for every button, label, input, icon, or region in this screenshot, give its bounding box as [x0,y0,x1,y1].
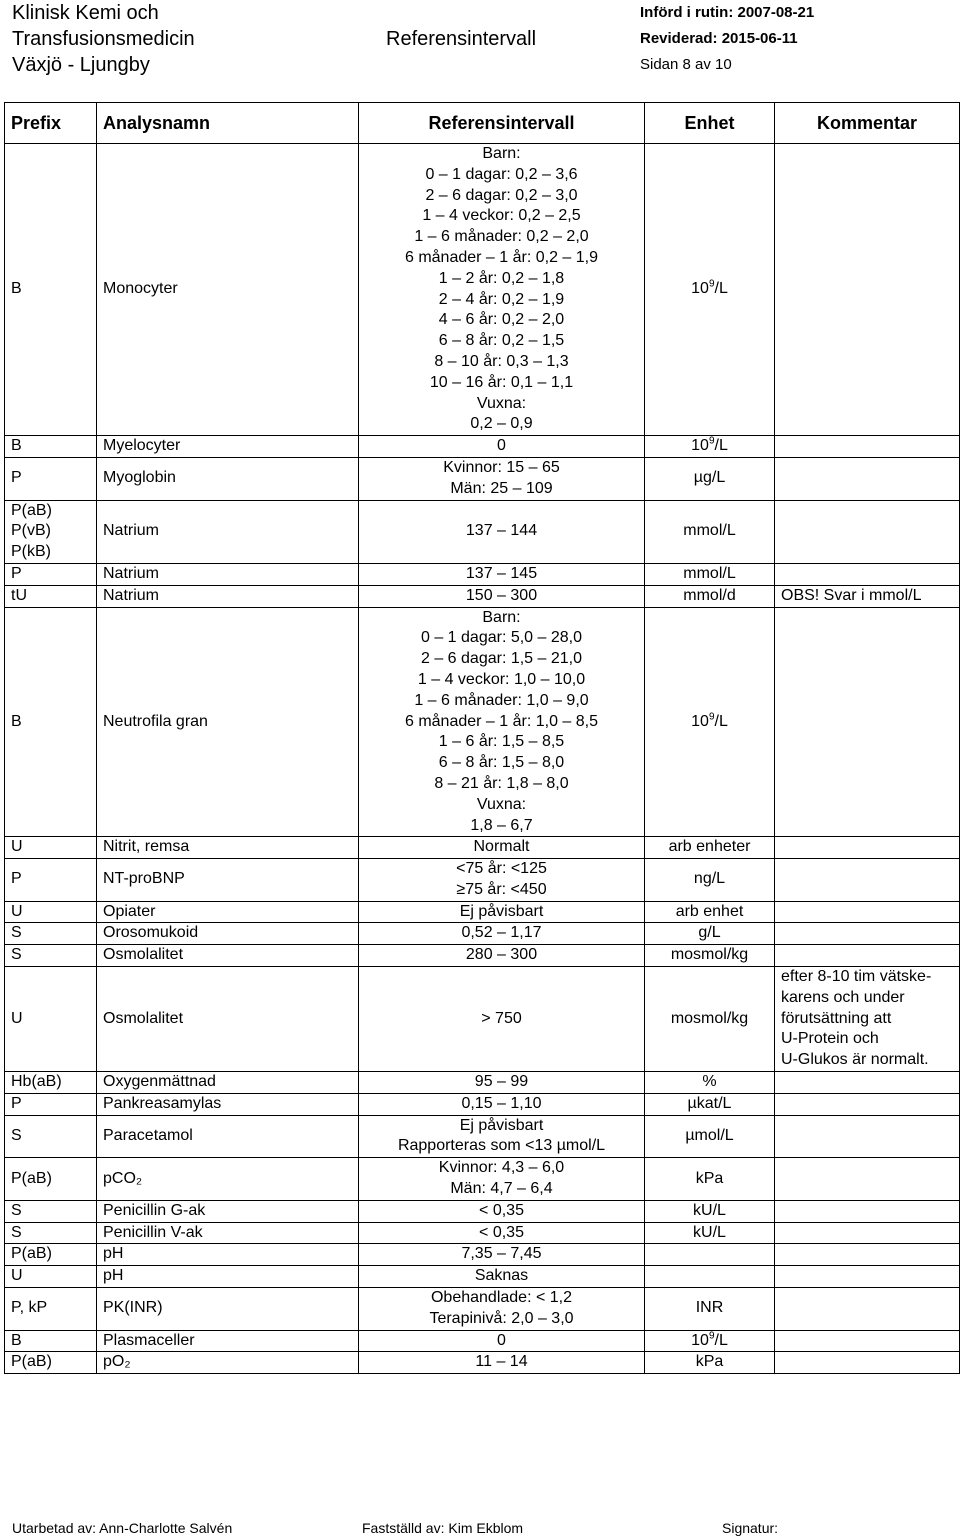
unit-suffix: /L [714,280,728,298]
cell-comment [775,1330,960,1352]
cell-analysis-name: Neutrofila gran [97,607,359,837]
cell-prefix: S [5,945,97,967]
unit-value: µg/L [693,469,726,487]
cell-prefix: P(aB) [5,1244,97,1266]
cell-prefix: B [5,436,97,458]
cell-comment [775,1266,960,1288]
cell-analysis-name: pCO₂ [97,1158,359,1201]
unit-value: 10 [691,280,709,298]
unit-value: kU/L [693,1223,726,1241]
unit-suffix: /L [714,712,728,730]
introduced-date: Införd i rutin: 2007-08-21 [640,4,815,21]
cell-unit [645,1330,775,1352]
table-row [5,967,960,1072]
cell-prefix: S [5,1222,97,1244]
unit-value: INR [695,1299,724,1317]
cell-reference-interval: Kvinnor: 15 – 65 Män: 25 – 109 [359,457,645,500]
cell-prefix: S [5,1115,97,1158]
cell-reference-interval: Barn: 0 – 1 dagar: 5,0 – 28,0 2 – 6 dagar: 1,5 – 21,0 1 – 4 veckor: 1,0 – 10,0 1 – 6 månader: 1,0 – 9,0 6 månader – 1 år: 1,0 – 8,5 1 – 6 år: 1,5 – 8,5 6 – 8 år: 1,5 – 8,0 8 – 21 år: 1,8 – 8,0 Vuxna: 1,8 – 6,7 [359,607,645,837]
cell-unit [645,500,775,563]
cell-analysis-name: Monocyter [97,144,359,436]
table-row [5,144,960,436]
cell-analysis-name: Natrium [97,585,359,607]
cell-comment [775,436,960,458]
cell-unit [645,1115,775,1158]
cell-comment [775,859,960,902]
cell-prefix: P [5,563,97,585]
cell-reference-interval: Ej påvisbart [359,901,645,923]
cell-prefix: U [5,1266,97,1288]
cell-prefix: U [5,901,97,923]
cell-prefix: P(aB) P(vB) P(kB) [5,500,97,563]
table-row [5,837,960,859]
unit-suffix: /L [714,437,728,455]
org-line-1: Klinisk Kemi och [12,2,159,24]
cell-reference-interval: Obehandlade: < 1,2 Terapinivå: 2,0 – 3,0 [359,1288,645,1331]
cell-unit [645,1244,775,1266]
prepared-by: Utarbetad av: Ann-Charlotte Salvén [12,1520,233,1536]
table-row [5,500,960,563]
cell-analysis-name: Natrium [97,563,359,585]
page-number: Sidan 8 av 10 [640,56,732,73]
cell-unit [645,967,775,1072]
table-row [5,1288,960,1331]
cell-comment [775,563,960,585]
table-row [5,901,960,923]
cell-reference-interval: 0 [359,1330,645,1352]
column-header-unit: Enhet [645,103,775,144]
cell-comment [775,1093,960,1115]
unit-value: 10 [691,437,709,455]
cell-prefix: S [5,1200,97,1222]
cell-comment [775,457,960,500]
unit-exponent: 9 [708,1330,715,1342]
cell-analysis-name: Penicillin G-ak [97,1200,359,1222]
cell-comment [775,1115,960,1158]
cell-prefix: P(aB) [5,1158,97,1201]
cell-comment [775,923,960,945]
cell-analysis-name: NT-proBNP [97,859,359,902]
cell-analysis-name: pO₂ [97,1352,359,1374]
unit-value: kPa [695,1353,724,1371]
cell-reference-interval: <75 år: <125 ≥75 år: <450 [359,859,645,902]
cell-reference-interval: 280 – 300 [359,945,645,967]
unit-value: mosmol/kg [670,946,749,964]
table-row [5,436,960,458]
unit-exponent: 9 [708,435,715,447]
cell-prefix: U [5,967,97,1072]
cell-prefix: U [5,837,97,859]
cell-unit [645,1200,775,1222]
table-row [5,923,960,945]
signature-label: Signatur: [722,1520,779,1536]
cell-unit [645,585,775,607]
document-title: Referensintervall [386,28,537,50]
cell-prefix: P [5,859,97,902]
cell-unit [645,436,775,458]
cell-reference-interval: 0 [359,436,645,458]
cell-reference-interval: < 0,35 [359,1222,645,1244]
unit-value: mmol/L [683,564,736,582]
cell-analysis-name: Natrium [97,500,359,563]
table-row [5,1352,960,1374]
cell-prefix: S [5,923,97,945]
cell-comment [775,144,960,436]
unit-value: kU/L [693,1201,726,1219]
column-header-comment: Kommentar [775,103,960,144]
table-row [5,1200,960,1222]
cell-analysis-name: pH [97,1244,359,1266]
page-header [0,0,960,80]
cell-analysis-name: Orosomukoid [97,923,359,945]
cell-comment [775,500,960,563]
unit-value: mmol/d [683,586,736,604]
cell-analysis-name: Pankreasamylas [97,1093,359,1115]
unit-value: arb enheter [668,838,751,856]
cell-reference-interval: 7,35 – 7,45 [359,1244,645,1266]
cell-unit [645,1158,775,1201]
cell-prefix: Hb(aB) [5,1072,97,1094]
cell-comment [775,1244,960,1266]
cell-reference-interval: 95 – 99 [359,1072,645,1094]
table-row [5,607,960,837]
cell-reference-interval: Kvinnor: 4,3 – 6,0 Män: 4,7 – 6,4 [359,1158,645,1201]
unit-value: µmol/L [685,1127,734,1145]
table-row [5,1158,960,1201]
unit-value: 10 [691,1331,709,1349]
cell-analysis-name: Myelocyter [97,436,359,458]
table-row [5,1244,960,1266]
unit-suffix: /L [714,1331,728,1349]
table-row [5,1115,960,1158]
unit-value: kPa [695,1169,724,1187]
cell-analysis-name: Penicillin V-ak [97,1222,359,1244]
cell-unit [645,1288,775,1331]
cell-unit [645,859,775,902]
cell-unit [645,1093,775,1115]
cell-unit [645,1266,775,1288]
cell-unit [645,563,775,585]
table-row [5,563,960,585]
table-row [5,1093,960,1115]
cell-unit [645,923,775,945]
table-row [5,1072,960,1094]
cell-reference-interval: 0,52 – 1,17 [359,923,645,945]
unit-exponent: 9 [708,711,715,723]
cell-analysis-name: Nitrit, remsa [97,837,359,859]
reference-table [4,102,960,1374]
cell-analysis-name: Myoglobin [97,457,359,500]
revised-date: Reviderad: 2015-06-11 [640,30,798,47]
cell-reference-interval: Saknas [359,1266,645,1288]
unit-value: arb enhet [675,902,744,920]
unit-exponent: 9 [708,278,715,290]
cell-analysis-name: Paracetamol [97,1115,359,1158]
table-row [5,859,960,902]
cell-unit [645,1072,775,1094]
cell-analysis-name: Plasmaceller [97,1330,359,1352]
cell-comment [775,1352,960,1374]
cell-analysis-name: PK(INR) [97,1288,359,1331]
org-line-2: Transfusionsmedicin [12,28,195,50]
cell-reference-interval: 0,15 – 1,10 [359,1093,645,1115]
cell-prefix: B [5,1330,97,1352]
cell-prefix: P [5,457,97,500]
column-header-name: Analysnamn [97,103,359,144]
cell-reference-interval: Ej påvisbart Rapporteras som <13 µmol/L [359,1115,645,1158]
cell-reference-interval: < 0,35 [359,1200,645,1222]
cell-comment [775,1072,960,1094]
cell-comment [775,901,960,923]
cell-prefix: tU [5,585,97,607]
cell-analysis-name: Oxygenmättnad [97,1072,359,1094]
unit-value: mosmol/kg [670,1009,749,1027]
cell-reference-interval: > 750 [359,967,645,1072]
unit-value: ng/L [693,870,726,888]
cell-unit [645,1222,775,1244]
table-row [5,585,960,607]
cell-unit [645,1352,775,1374]
unit-value: µkat/L [687,1094,732,1112]
cell-analysis-name: Osmolalitet [97,945,359,967]
cell-comment [775,1288,960,1331]
cell-reference-interval: Normalt [359,837,645,859]
cell-comment: efter 8-10 tim vätske- karens och under förutsättning att U-Protein och U-Glukos är normalt. [775,967,960,1072]
cell-prefix: P, kP [5,1288,97,1331]
cell-unit [645,837,775,859]
unit-value: % [702,1073,717,1091]
cell-comment [775,837,960,859]
table-header-row [5,103,960,144]
cell-reference-interval: 137 – 145 [359,563,645,585]
column-header-prefix: Prefix [5,103,97,144]
cell-prefix: B [5,607,97,837]
cell-unit [645,457,775,500]
unit-value: g/L [698,924,721,942]
cell-unit [645,901,775,923]
table-row [5,945,960,967]
cell-prefix: P(aB) [5,1352,97,1374]
approved-by: Fastställd av: Kim Ekblom [362,1520,524,1536]
cell-unit [645,144,775,436]
cell-prefix: B [5,144,97,436]
cell-comment [775,1200,960,1222]
cell-analysis-name: pH [97,1266,359,1288]
cell-unit [645,945,775,967]
table-row [5,457,960,500]
cell-comment [775,945,960,967]
cell-analysis-name: Osmolalitet [97,967,359,1072]
column-header-reference: Referensintervall [359,103,645,144]
table-row [5,1222,960,1244]
cell-reference-interval: Barn: 0 – 1 dagar: 0,2 – 3,6 2 – 6 dagar: 0,2 – 3,0 1 – 4 veckor: 0,2 – 2,5 1 – 6 månader: 0,2 – 2,0 6 månader – 1 år: 0,2 – 1,9 1 – 2 år: 0,2 – 1,8 2 – 4 år: 0,2 – 1,9 4 – 6 år: 0,2 – 2,0 6 – 8 år: 0,2 – 1,5 8 – 10 år: 0,3 – 1,3 10 – 16 år: 0,1 – 1,1 Vuxna: 0,2 – 0,9 [359,144,645,436]
cell-comment [775,1222,960,1244]
unit-value: 10 [691,712,709,730]
cell-analysis-name: Opiater [97,901,359,923]
table-row [5,1330,960,1352]
cell-reference-interval: 137 – 144 [359,500,645,563]
cell-unit [645,607,775,837]
cell-prefix: P [5,1093,97,1115]
cell-comment: OBS! Svar i mmol/L [775,585,960,607]
cell-reference-interval: 150 – 300 [359,585,645,607]
cell-comment [775,1158,960,1201]
cell-comment [775,607,960,837]
cell-reference-interval: 11 – 14 [359,1352,645,1374]
unit-value: mmol/L [683,522,736,540]
table-row [5,1266,960,1288]
org-line-3: Växjö - Ljungby [12,54,150,76]
